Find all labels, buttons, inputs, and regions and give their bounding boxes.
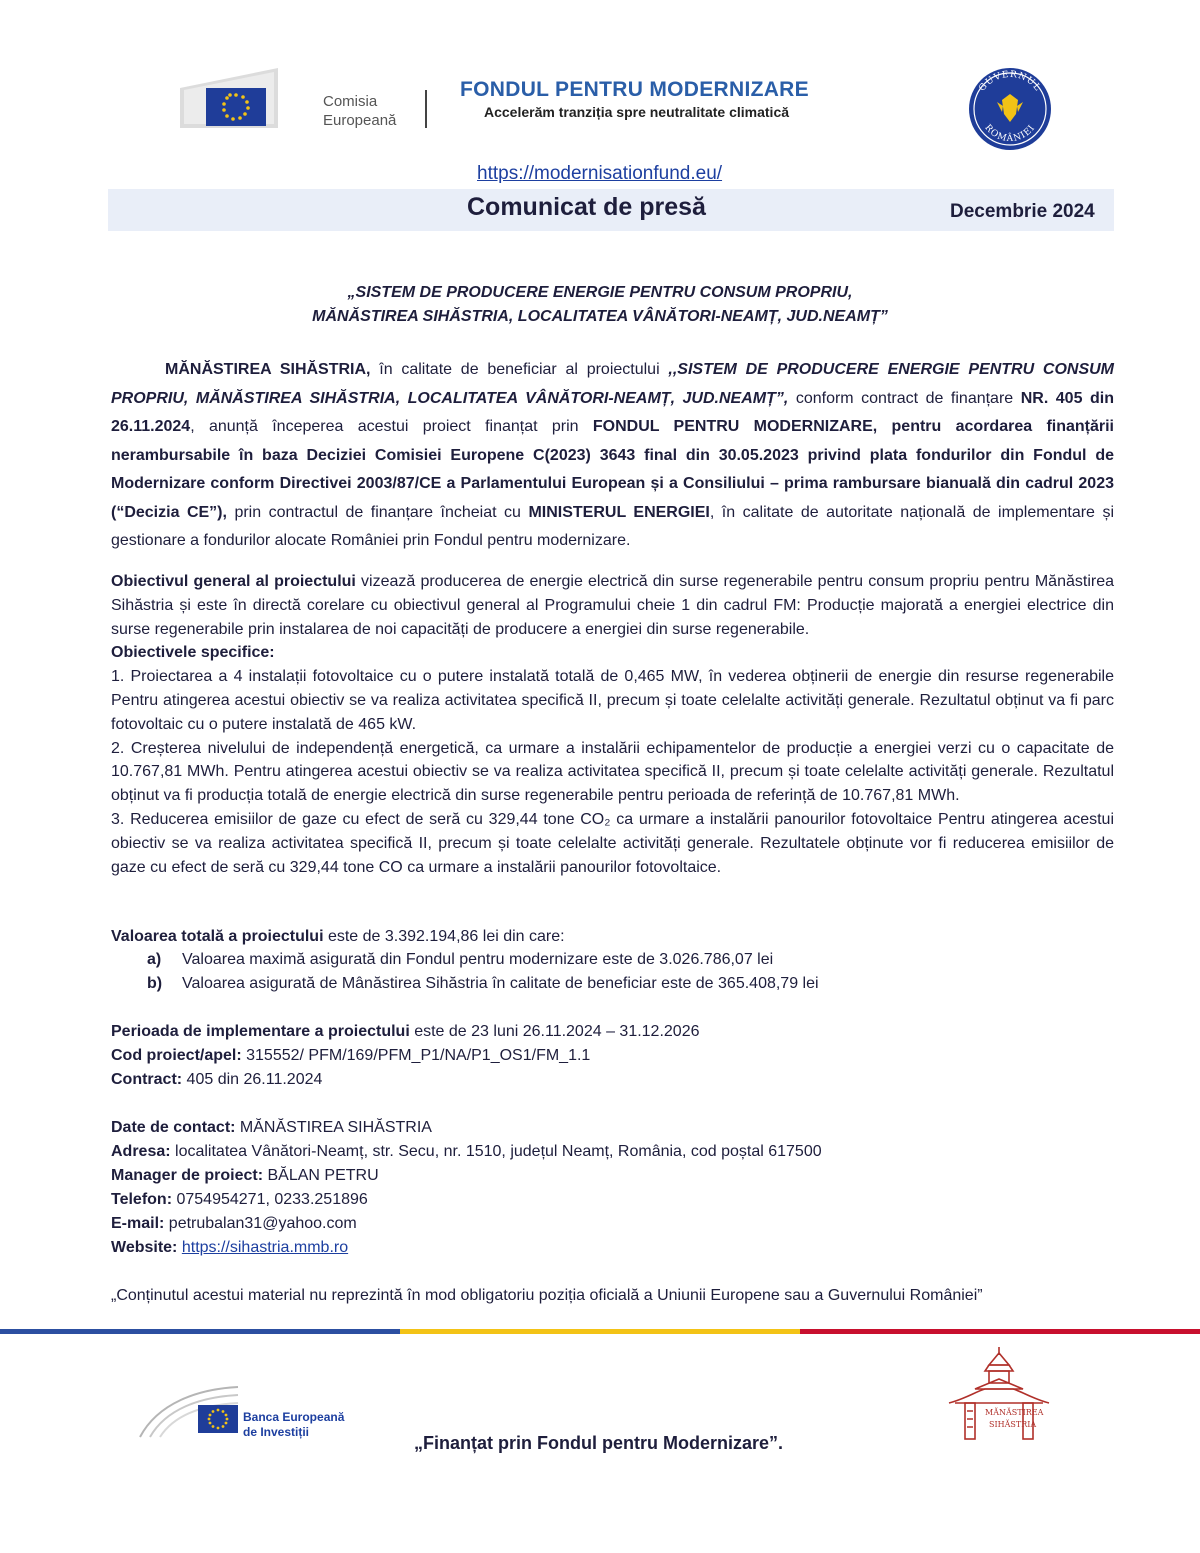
value-item-b: Valoarea asigurată de Mânăstirea Sihăstria în calitate de beneficiar este de 365.408,79 lei [182,975,819,992]
intro-text-1: în calitate de beneficiar al proiectului [370,361,669,378]
project-title-line2: MĂNĂSTIREA SIHĂSTRIA, LOCALITATEA VÂNĂTORI-NEAMȚ, JUD.NEAMȚ” [312,308,888,325]
project-name: ,,SISTEM DE PRODUCERE ENERGIE PENTRU CONSUM PROPRIU, MĂNĂSTIREA SIHĂSTRIA, LOCALITATEA VÂNĂTORI-NEAMȚ, JUD.NEAMȚ”, [111,361,1114,407]
manager-label: Manager de proiect: [111,1167,264,1184]
contract-label: Contract: [111,1071,183,1088]
total-value-text: este de 3.392.194,86 lei din care: [323,928,565,945]
contract-info [111,1071,322,1089]
project-code [111,1047,590,1065]
website-info [111,1239,348,1257]
contact-info [111,1119,432,1137]
code-label: Cod proiect/apel: [111,1047,242,1064]
fund-title: FONDUL PENTRU MODERNIZARE [460,78,809,101]
fund-subtitle: Accelerăm tranziția spre neutralitate climatică [484,104,790,120]
implementation-period [111,1023,700,1041]
svg-text:GUVERNUL: GUVERNUL [977,69,1043,94]
general-objective-label: Obiectivul general al proiectului [111,573,356,590]
european-commission-label [323,92,396,130]
ec-line2: Europeană [323,112,397,129]
phone-label: Telefon: [111,1191,173,1208]
eib-line1: Banca Europeană [243,1410,345,1424]
manager-info [111,1167,379,1185]
email-label: E-mail: [111,1215,165,1232]
funding-tagline: „Finanțat prin Fondul pentru Modernizare”. [414,1433,783,1453]
intro-text-5: , în calitate de autoritate națională de implementare și gestionare a fondurilor alocate României prin Fondul pentru modernizare. [111,503,1115,549]
value-item-b-marker: b) [147,975,163,992]
intro-text-3: , anunță începerea acestui proiect finanțat prin [190,418,593,435]
intro-text-2: conform contract de finanțare [788,389,1021,407]
address-value: localitatea Vânători-Neamț, str. Secu, nr. 1510, județul Neamț, România, cod poștal 617500 [170,1143,822,1160]
general-objective [111,570,1114,641]
address-info [111,1143,822,1161]
contract-number: NR. 405 din 26.11.2024 [111,389,1114,435]
website-link[interactable]: https://sihastria.mmb.ro [181,1239,349,1256]
monastery-logo [945,1345,1053,1445]
phone-value: 0754954271, 0233.251896 [172,1191,368,1208]
modernisation-fund-link[interactable]: https://modernisationfund.eu/ [477,163,723,184]
intro-text-4: prin contractul de finanțare încheiat cu [226,503,529,521]
specific-objectives-label: Obiectivele specifice: [111,644,275,662]
contact-label: Date de contact: [111,1119,236,1136]
monastery-name-line2: SIHĂSTRIA [989,1420,1037,1429]
monastery-name-line1: MĂNĂSTIREA [985,1408,1044,1417]
eib-line2: de Investiții [243,1425,310,1439]
specific-objective-2: 2. Creșterea nivelului de independență energetică, ca urmare a instalării echipamentelor de producție a energiei verzi cu o capacitate de 10.767,81 MWh. Pentru atingerea acestui obiectiv se va realiza activitatea specifică II, precum și toate celelalte activități generale. Rezultatul obținut va fi producția totală de energie electrică din surse regenerabile pentru perioada de referință de 10.767,81 MWh. [111,739,1114,805]
romanian-government-seal [961,66,1059,152]
ec-line1: Comisia [323,93,378,110]
total-value-label: Valoarea totală a proiectului [111,928,324,945]
address-label: Adresa: [111,1143,171,1160]
period-label: Perioada de implementare a proiectului [111,1023,410,1040]
objectives-section [111,570,1114,879]
total-value [111,928,565,946]
value-item-a-marker: a) [147,951,162,968]
contact-value: MĂNĂSTIREA SIHĂSTRIA [235,1119,432,1136]
disclaimer: „Conținutul acestui material nu reprezintă în mod obligatoriu poziția oficială a Uniunii Europene sau a Guvernului României” [111,1287,983,1304]
stripe-yellow [400,1329,800,1334]
press-release-date: Decembrie 2024 [950,201,1095,222]
ministry-name: MINISTERUL ENERGIEI [528,503,710,521]
project-title-line1: „SISTEM DE PRODUCERE ENERGIE PENTRU CONSUM PROPRIU, [347,284,853,301]
specific-objective-1: 1. Proiectarea a 4 instalații fotovoltaice cu o putere instalată totală de 0,465 MW, în vederea obținerii de energie din resurse regenerabile Pentru atingerea acestui obiectiv se va realiza activitatea specifică II, precum și toate celelalte activități generale. Rezultatul obținut va fi parc fotovoltaic cu o putere instalată de 465 kW. [111,668,1114,733]
email-value[interactable]: petrubalan31@yahoo.com [164,1215,357,1232]
website-label: Website: [111,1239,178,1256]
contract-value: 405 din 26.11.2024 [182,1071,323,1088]
press-release-title: Comunicat de presă [467,193,706,221]
value-item-a: Valoarea maximă asigurată din Fondul pentru modernizare este de 3.026.786,07 lei [182,951,774,968]
period-value: este de 23 luni 26.11.2024 – 31.12.2026 [409,1023,700,1040]
funding-source: FONDUL PENTRU MODERNIZARE, pentru acordarea finanțării nerambursabile în baza Deciziei Comisiei Europene C(2023) 3643 final din 30.05.2023 privind plata fondurilor din Fondul de Modernizare conform Directivei 2003/87/CE a Parlamentului European și a Consiliului – prima rambursare bianuală din cadrul 2023 (“Decizia CE”), [111,418,1115,521]
stripe-blue [0,1329,400,1334]
stripe-red [800,1329,1200,1334]
intro-paragraph [111,356,1114,556]
specific-objective-3: 3. Reducerea emisiilor de gaze cu efect de seră cu 329,44 tone CO₂ ca urmare a instalării panourilor fotovoltaice Pentru atingerea acestui obiectiv se va realiza activitatea specifică II, precum și toate celelalte activități generale. Rezultatele obținute vor fi reducerea emisiilor de gaze cu efect de seră cu 329,44 tone CO ca urmare a instalării panourilor fotovoltaice. [111,810,1114,876]
manager-value: BĂLAN PETRU [263,1167,379,1184]
general-objective-text: vizează producerea de energie electrică din surse regenerabile pentru consum propriu pentru Mănăstirea Sihăstria și este în directă corelare cu obiectivul general al Programului cheie 1 din cadrul FM: Producție majorată a energiei electrice din surse regenerabile prin instalarea de noi capacități de producere a energiei din surse regenerabile. [111,573,1115,638]
svg-text:ROMÂNIEI: ROMÂNIEI [982,122,1038,145]
email-info [111,1215,357,1233]
beneficiary-name: MĂNĂSTIREA SIHĂSTRIA, [165,361,371,378]
phone-info [111,1191,368,1209]
code-value: 315552/ PFM/169/PFM_P1/NA/P1_OS1/FM_1.1 [241,1047,591,1064]
eib-label [243,1410,344,1440]
